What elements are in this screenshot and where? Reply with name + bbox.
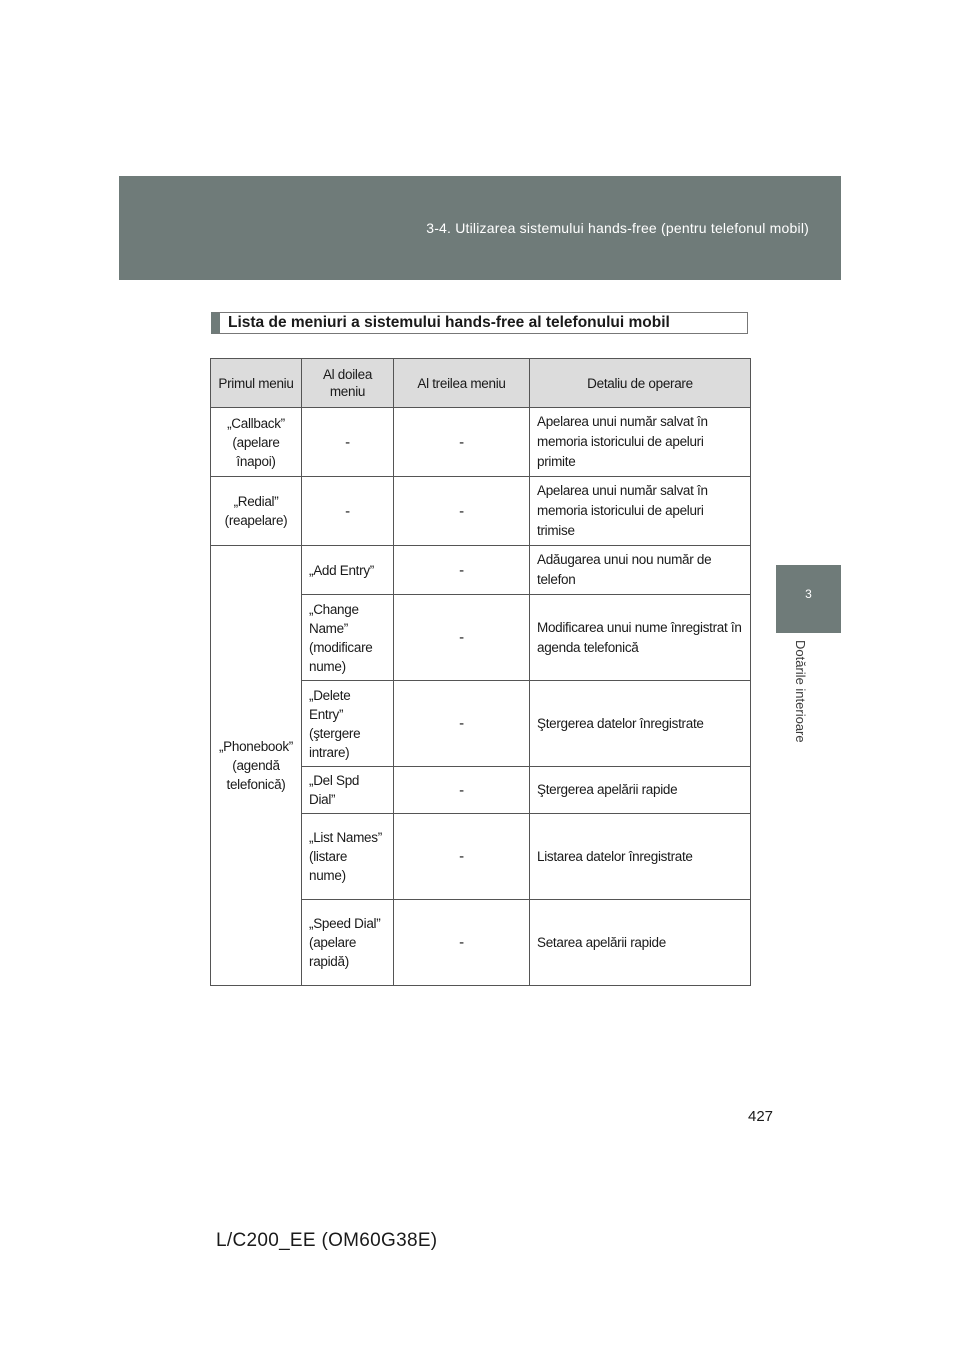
table-row bbox=[211, 546, 751, 595]
second-menu-cell: „Speed Dial” (apelare rapidă) bbox=[302, 900, 394, 986]
third-menu-cell: - bbox=[394, 477, 530, 546]
second-menu-cell: „Change Name” (modificare nume) bbox=[302, 595, 394, 681]
third-menu-cell: - bbox=[394, 595, 530, 681]
table-row bbox=[211, 408, 751, 477]
first-menu-cell: „Redial” (reapelare) bbox=[211, 477, 302, 546]
third-menu-cell: - bbox=[394, 681, 530, 767]
detail-cell: Setarea apelării rapide bbox=[530, 900, 751, 986]
detail-cell: Listarea datelor înregistrate bbox=[530, 814, 751, 900]
detail-cell: Apelarea unui număr salvat în memoria istoricului de apeluri primite bbox=[530, 408, 751, 477]
header-operation-detail: Detaliu de operare bbox=[530, 359, 751, 408]
detail-cell: Modificarea unui nume înregistrat în agenda telefonică bbox=[530, 595, 751, 681]
second-menu-cell: „Delete Entry” (ştergere intrare) bbox=[302, 681, 394, 767]
second-menu-cell: „Del Spd Dial” bbox=[302, 767, 394, 814]
document-code: L/C200_EE (OM60G38E) bbox=[216, 1230, 438, 1251]
table-row bbox=[211, 477, 751, 546]
detail-cell: Ştergerea datelor înregistrate bbox=[530, 681, 751, 767]
section-title: 3-4. Utilizarea sistemului hands-free (pentru telefonul mobil) bbox=[426, 220, 809, 236]
first-menu-cell: „Callback” (apelare înapoi) bbox=[211, 408, 302, 477]
second-menu-cell: - bbox=[302, 477, 394, 546]
chapter-number: 3 bbox=[805, 587, 812, 601]
chapter-label: Dotările interioare bbox=[793, 640, 808, 743]
second-menu-cell: „Add Entry” bbox=[302, 546, 394, 595]
header-second-menu: Al doilea meniu bbox=[302, 359, 394, 408]
third-menu-cell: - bbox=[394, 546, 530, 595]
detail-cell: Ştergerea apelării rapide bbox=[530, 767, 751, 814]
menu-table bbox=[210, 358, 751, 986]
header-band bbox=[119, 176, 841, 280]
table-header-row bbox=[211, 359, 751, 408]
header-third-menu: Al treilea meniu bbox=[394, 359, 530, 408]
first-menu-cell: „Phonebook” (agendă telefonică) bbox=[211, 546, 302, 986]
chapter-tab bbox=[776, 565, 841, 633]
header-first-menu: Primul meniu bbox=[211, 359, 302, 408]
third-menu-cell: - bbox=[394, 408, 530, 477]
second-menu-cell: - bbox=[302, 408, 394, 477]
third-menu-cell: - bbox=[394, 900, 530, 986]
third-menu-cell: - bbox=[394, 814, 530, 900]
detail-cell: Adăugarea unui nou număr de telefon bbox=[530, 546, 751, 595]
detail-cell: Apelarea unui număr salvat în memoria istoricului de apeluri trimise bbox=[530, 477, 751, 546]
page-number: 427 bbox=[748, 1108, 774, 1125]
third-menu-cell: - bbox=[394, 767, 530, 814]
second-menu-cell: „List Names” (listare nume) bbox=[302, 814, 394, 900]
section-heading: Lista de meniuri a sistemului hands-free al telefonului mobil bbox=[211, 312, 748, 334]
